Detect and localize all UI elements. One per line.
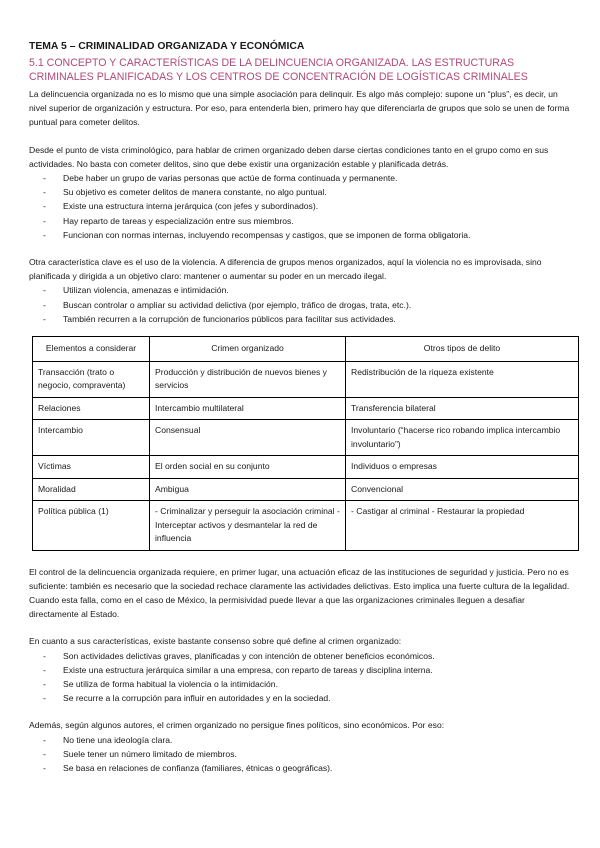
table-cell: Convencional (346, 478, 579, 501)
table-header-cell: Otros tipos de delito (346, 337, 579, 362)
list-item: - Se utiliza de forma habitual la violencia o la intimidación. (63, 677, 574, 691)
spacer (29, 242, 574, 255)
table-cell: - Criminalizar y perseguir la asociación criminal - Interceptar activos y desmantelar la red de influencia (150, 501, 346, 551)
spacer (29, 621, 574, 634)
authors-list (29, 733, 574, 776)
characteristics-list (29, 649, 574, 706)
table-cell: Producción y distribución de nuevos bienes y servicios (150, 361, 346, 397)
list-item: - Debe haber un grupo de varias personas que actúe de forma continuada y permanente. (63, 171, 574, 185)
table-row (33, 456, 579, 479)
table-cell: Relaciones (33, 397, 150, 420)
list-item: - Su objetivo es cometer delitos de manera constante, no algo puntual. (63, 185, 574, 199)
table-cell: Consensual (150, 420, 346, 456)
paragraph-authors: Además, según algunos autores, el crimen organizado no persigue fines políticos, sino económicos. Por eso: (29, 720, 445, 731)
list-item: - Existe una estructura interna jerárquica (con jefes y subordinados). (63, 199, 574, 213)
table-cell: Individuos o empresas (346, 456, 579, 479)
table-header-row (33, 337, 579, 362)
table-cell: Involuntario (“hacerse rico robando implica intercambio involuntario”) (346, 420, 579, 456)
table-cell: Redistribución de la riqueza existente (346, 361, 579, 397)
list-item: - Son actividades delictivas graves, planificadas y con intención de obtener beneficios económicos. (63, 649, 574, 663)
table-cell: Ambigua (150, 478, 346, 501)
violence-list (29, 283, 574, 326)
list-item: - Utilizan violencia, amenazas e intimidación. (63, 283, 574, 297)
table-cell: Transferencia bilateral (346, 397, 579, 420)
table-row (33, 420, 579, 456)
paragraph-characteristics: En cuanto a sus características, existe bastante consenso sobre qué define al crimen organizado: (29, 636, 402, 647)
spacer (29, 130, 574, 143)
table-row (33, 361, 579, 397)
list-item: - No tiene una ideología clara. (63, 733, 574, 747)
table-header-cell: Elementos a considerar (33, 337, 150, 362)
paragraph-violence: Otra característica clave es el uso de la violencia. A diferencia de grupos menos organizados, aquí la violencia no es improvisada, sino planificada y dirigida a un objetivo claro: mantener o aumentar su poder en un mercado ilegal. (29, 257, 542, 282)
table-cell: Víctimas (33, 456, 150, 479)
conditions-list (29, 171, 574, 242)
table-cell: Intercambio multilateral (150, 397, 346, 420)
list-item: - Funcionan con normas internas, incluyendo recompensas y castigos, que se imponen de forma obligatoria. (63, 228, 574, 242)
paragraph-control: El control de la delincuencia organizada requiere, en primer lugar, una actuación eficaz de las instituciones de seguridad y justicia. Pero no es suficiente: también es necesario que la sociedad rechace claramente las actividades delictivas. Esto implica una fuerte cultura de la legalidad. Cuando esta falla, como en el caso de México, la permisividad puede llevar a que las organizaciones criminales lleguen a desafiar directamente al Estado. (29, 566, 570, 620)
table-row (33, 397, 579, 420)
intro-paragraph: La delincuencia organizada no es lo mismo que una simple asociación para delinquir. Es algo más complejo: supone un “plus”, es decir, un nivel superior de organización y estructura. Por eso, para entenderla bien, primero hay que diferenciarla de grupos que solo se unen de forma puntual para cometer delitos. (29, 89, 570, 128)
list-item: - Existe una estructura jerárquica similar a una empresa, con reparto de tareas y disciplina interna. (63, 663, 574, 677)
table-cell: Moralidad (33, 478, 150, 501)
list-item: - También recurren a la corrupción de funcionarios públicos para facilitar sus actividades. (63, 312, 574, 326)
list-item: - Hay reparto de tareas y especialización entre sus miembros. (63, 214, 574, 228)
table-row (33, 501, 579, 551)
spacer (29, 705, 574, 718)
table-cell: Intercambio (33, 420, 150, 456)
list-item: - Suele tener un número limitado de miembros. (63, 747, 574, 761)
list-item: - Buscan controlar o ampliar su actividad delictiva (por ejemplo, tráfico de drogas, trata, etc.). (63, 298, 574, 312)
table-header-cell: Crimen organizado (150, 337, 346, 362)
section-heading: 5.1 CONCEPTO Y CARACTERÍSTICAS DE LA DELINCUENCIA ORGANIZADA. LAS ESTRUCTURAS CRIMINALES PLANIFICADAS Y LOS CENTROS DE CONCENTRACIÓN DE LOGÍSTICAS CRIMINALES (29, 57, 528, 83)
table-cell: - Castigar al criminal - Restaurar la propiedad (346, 501, 579, 551)
table-cell: Política pública (1) (33, 501, 150, 551)
list-item: - Se basa en relaciones de confianza (familiares, étnicas o geográficas). (63, 761, 574, 775)
list-item: - Se recurre a la corrupción para influir en autoridades y en la sociedad. (63, 691, 574, 705)
comparison-table (32, 336, 579, 551)
spacer (29, 551, 574, 565)
table-cell: Transacción (trato o negocio, compraventa) (33, 361, 150, 397)
table-row (33, 478, 579, 501)
document-title: TEMA 5 – CRIMINALIDAD ORGANIZADA Y ECONÓMICA (29, 41, 305, 52)
table-cell: El orden social en su conjunto (150, 456, 346, 479)
paragraph-criminology: Desde el punto de vista criminológico, para hablar de crimen organizado deben darse ciertas condiciones tanto en el grupo como en sus actividades. No basta con cometer delitos, sino que debe existir una organización estable y planificada detrás. (29, 144, 549, 169)
